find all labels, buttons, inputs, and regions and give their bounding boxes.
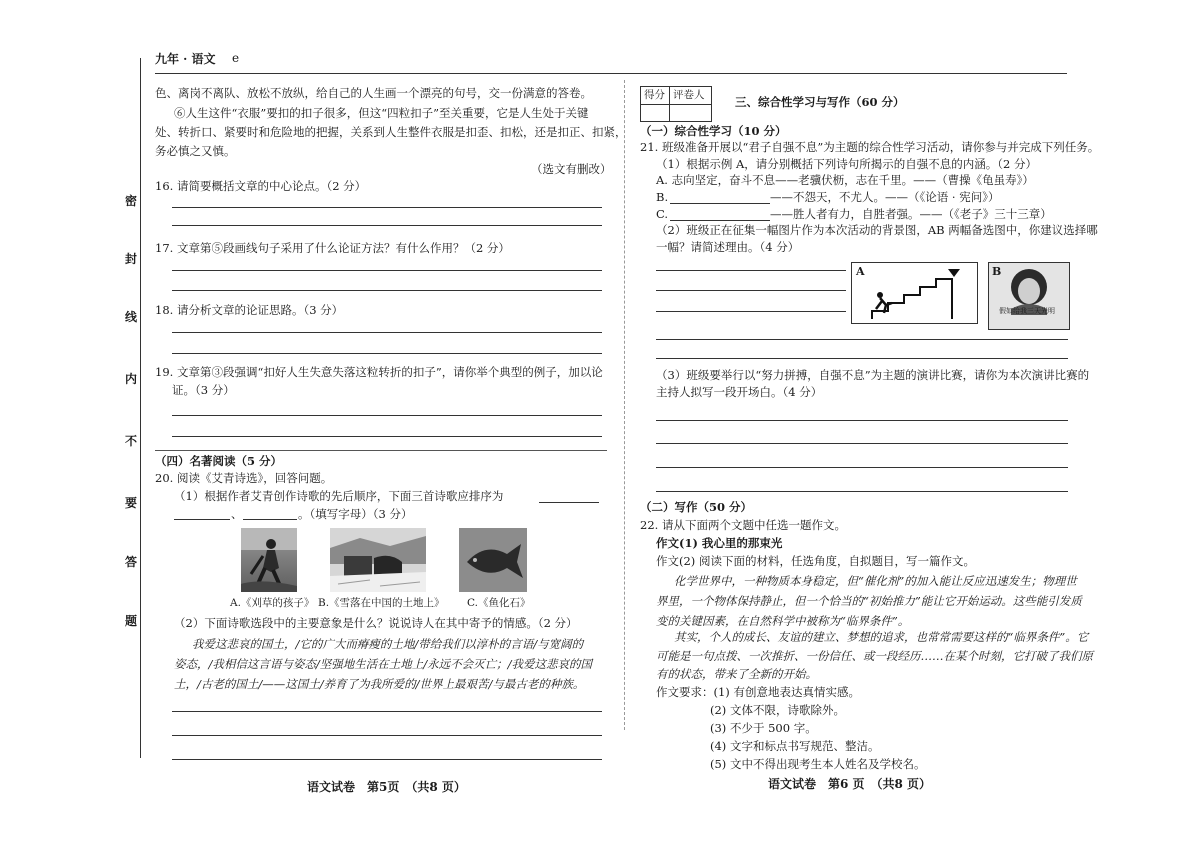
answer-line[interactable]: [172, 711, 602, 712]
answer-line[interactable]: [172, 735, 602, 736]
portrait-icon: [989, 263, 1069, 329]
answer-line[interactable]: [656, 311, 846, 312]
order-separator: 、: [231, 507, 243, 521]
passage-line: 色、离岗不离队、放松不放纵，给自己的人生画一个漂亮的句号，交一份满意的答卷。: [155, 86, 592, 100]
example-a: A. 志向坚定，奋斗不息——老骥伏枥，志在千里。——（曹操《龟虽寿》）: [656, 173, 1034, 187]
option-a-label: A: [856, 265, 865, 278]
item-c-label: C.: [656, 207, 669, 221]
essay-requirement: (5) 文中不得出现考生本人姓名及学校名。: [710, 757, 926, 771]
question-19-line-2: 证。（3 分）: [172, 383, 235, 397]
section-rule: [155, 450, 607, 451]
stairs-icon: [852, 263, 977, 323]
answer-line[interactable]: [172, 415, 602, 416]
material-line: 变的关键因素，在自然科学中被称为“临界条件”。: [656, 614, 910, 628]
seal-char-7: 答: [125, 555, 138, 569]
answer-blank-b[interactable]: [670, 203, 770, 204]
answer-line[interactable]: [656, 290, 846, 291]
photo-snow-on-land: [330, 528, 426, 592]
question-20-1-tail: 。（填写字母）（3 分）: [298, 507, 413, 521]
caption-a: A.《刈草的孩子》: [230, 597, 315, 609]
passage-line: 处、转折口、紧要时和危险地的把握，关系到人生整件衣服是扣歪、扣松，还是扣正、扣紧，: [155, 125, 627, 139]
material-line: 可能是一句点拨、一次推折、一份信任、或一段经历……在某个时刻，它打破了我们原: [656, 649, 1093, 663]
poem-line-2: 姿态，/我相信这言语与姿态/坚强地生活在土地上/永远不会灭亡；/我爱这悲哀的国: [174, 657, 592, 671]
seal-char-6: 要: [125, 496, 138, 510]
question-19-line-1: 19. 文章第③段强调“扣好人生失意失落这粒转折的扣子”，请你举个典型的例子，加以论: [155, 365, 603, 379]
passage-line: 务必慎之又慎。: [155, 144, 236, 158]
question-21-3-line-1: （3）班级要举行以“努力拼搏，自强不息”为主题的演讲比赛，请你为本次演讲比赛的: [656, 368, 1090, 382]
seal-char-4: 内: [125, 372, 138, 386]
answer-line[interactable]: [172, 353, 602, 354]
question-22: 22. 请从下面两个文题中任选一题作文。: [640, 518, 846, 532]
page-divider: [624, 80, 625, 730]
answer-line[interactable]: [656, 443, 1068, 444]
section-4-title: （四）名著阅读（5 分）: [155, 454, 283, 468]
material-line: 其实，个人的成长、友谊的建立、梦想的追求，也常常需要这样的“临界条件”。它: [674, 630, 1089, 644]
answer-line[interactable]: [656, 339, 1068, 340]
question-21-3-line-2: 主持人拟写一段开场白。（4 分）: [656, 385, 823, 399]
essay-requirement: (2) 文体不限，诗歌除外。: [710, 703, 845, 717]
question-16: 16. 请简要概括文章的中心论点。（2 分）: [155, 179, 367, 193]
answer-line[interactable]: [656, 270, 846, 271]
essay-topic-1: 作文(1) 我心里的那束光: [656, 536, 783, 550]
order-blank-3[interactable]: [243, 519, 297, 520]
option-b-label: B: [992, 265, 1002, 278]
passage-line: ⑥人生这件“衣服”要扣的扣子很多，但这“四粒扣子”至关重要，它是人生处于关键: [174, 106, 589, 120]
subsection-2-title: （二）写作（50 分）: [640, 500, 753, 514]
answer-line[interactable]: [172, 332, 602, 333]
poem-line-3: 土，/古老的国土/——这国土/养育了为我所爱的/世界上最艰苦/与最古老的种族。: [174, 677, 585, 691]
essay-topic-2: 作文(2) 阅读下面的材料，任选角度，自拟题目，写一篇作文。: [656, 554, 975, 568]
section-3-title: 三、综合性学习与写作（60 分）: [735, 95, 905, 109]
item-b-label: B.: [656, 190, 669, 204]
answer-line[interactable]: [656, 491, 1068, 492]
seal-char-8: 题: [125, 614, 138, 628]
answer-line[interactable]: [656, 358, 1068, 359]
question-20-1: （1）根据作者艾青创作诗歌的先后顺序，下面三首诗歌应排序为: [174, 489, 504, 503]
seal-char-3: 线: [125, 310, 138, 324]
photo-child-cutting-grass: [241, 528, 297, 592]
answer-line[interactable]: [656, 420, 1068, 421]
material-line: 有的状态，带来了全新的开始。: [656, 667, 817, 681]
seal-line: [140, 58, 141, 758]
score-box: [640, 86, 712, 122]
essay-requirement: (4) 文字和标点书写规范、整洁。: [710, 739, 880, 753]
essay-requirements-title: 作文要求：(1) 有创意地表达真情实感。: [656, 685, 860, 699]
material-line: 界里，一个物体保持静止，但一个恰当的“初始推力”能让它开始运动。这些能引发质: [656, 594, 1082, 608]
answer-blank-c[interactable]: [670, 220, 770, 221]
answer-line[interactable]: [172, 225, 602, 226]
subsection-1-title: （一）综合性学习（10 分）: [640, 124, 787, 138]
passage-source: （选文有删改）: [531, 162, 612, 176]
page-footer-left: 语文试卷 第5页 （共8 页）: [307, 780, 466, 794]
exam-header-grade: 九年 · 语文: [155, 52, 216, 66]
question-20-2: （2）下面诗歌选段中的主要意象是什么？说说诗人在其中寄予的情感。（2 分）: [174, 616, 578, 630]
order-blank-1[interactable]: [539, 502, 599, 503]
order-blank-2[interactable]: [174, 519, 230, 520]
question-18: 18. 请分析文章的论证思路。（3 分）: [155, 303, 344, 317]
option-b-caption: 假如给我三天光明: [999, 307, 1055, 315]
answer-line[interactable]: [172, 290, 602, 291]
answer-line[interactable]: [172, 436, 602, 437]
question-21-1: （1）根据示例 A，请分别概括下列诗句所揭示的自强不息的内涵。（2 分）: [656, 157, 1037, 171]
answer-line[interactable]: [172, 270, 602, 271]
exam-header-mark: e: [232, 51, 240, 65]
question-21-2-line-1: （2）班级正在征集一幅图片作为本次活动的背景图，AB 两幅备选图中，你建议选择哪: [656, 223, 1098, 237]
option-b-portrait-image: [988, 262, 1070, 330]
question-17: 17. 文章第⑤段画线句子采用了什么论证方法？有什么作用？（2 分）: [155, 241, 510, 255]
score-label: 得分: [644, 89, 665, 101]
answer-line[interactable]: [656, 467, 1068, 468]
poem-line-1: 我爱这悲哀的国土，/它的广大而瘠瘦的土地/带给我们以淳朴的言语/与宽阔的: [192, 637, 584, 651]
header-rule: [155, 73, 1067, 74]
answer-line[interactable]: [172, 759, 602, 760]
grader-label: 评卷人: [673, 89, 705, 101]
item-b-text: ——不怨天，不尤人。——（《论语 · 宪问》）: [770, 190, 1000, 204]
question-21-2-line-2: 一幅？请简述理由。（4 分）: [656, 240, 800, 254]
seal-char-1: 密: [125, 194, 138, 208]
photo-fish-fossil: [459, 528, 527, 592]
essay-requirement: (3) 不少于 500 字。: [710, 721, 817, 735]
caption-c: C.《鱼化石》: [467, 597, 531, 609]
answer-line[interactable]: [172, 207, 602, 208]
option-a-staircase-image: [851, 262, 978, 324]
item-c-text: ——胜人者有力，自胜者强。——（《老子》三十三章）: [770, 207, 1052, 221]
material-line: 化学世界中，一种物质本身稳定，但“催化剂”的加入能让反应迅速发生；物理世: [674, 574, 1077, 588]
caption-b: B.《雪落在中国的土地上》: [318, 597, 445, 609]
question-21: 21. 班级准备开展以“君子自强不息”为主题的综合性学习活动，请你参与并完成下列任务。: [640, 140, 1100, 154]
page-footer-right: 语文试卷 第6 页 （共8 页）: [768, 777, 932, 791]
seal-char-2: 封: [125, 252, 138, 266]
question-20: 20. 阅读《艾青诗选》，回答问题。: [155, 471, 333, 485]
seal-char-5: 不: [125, 434, 138, 448]
